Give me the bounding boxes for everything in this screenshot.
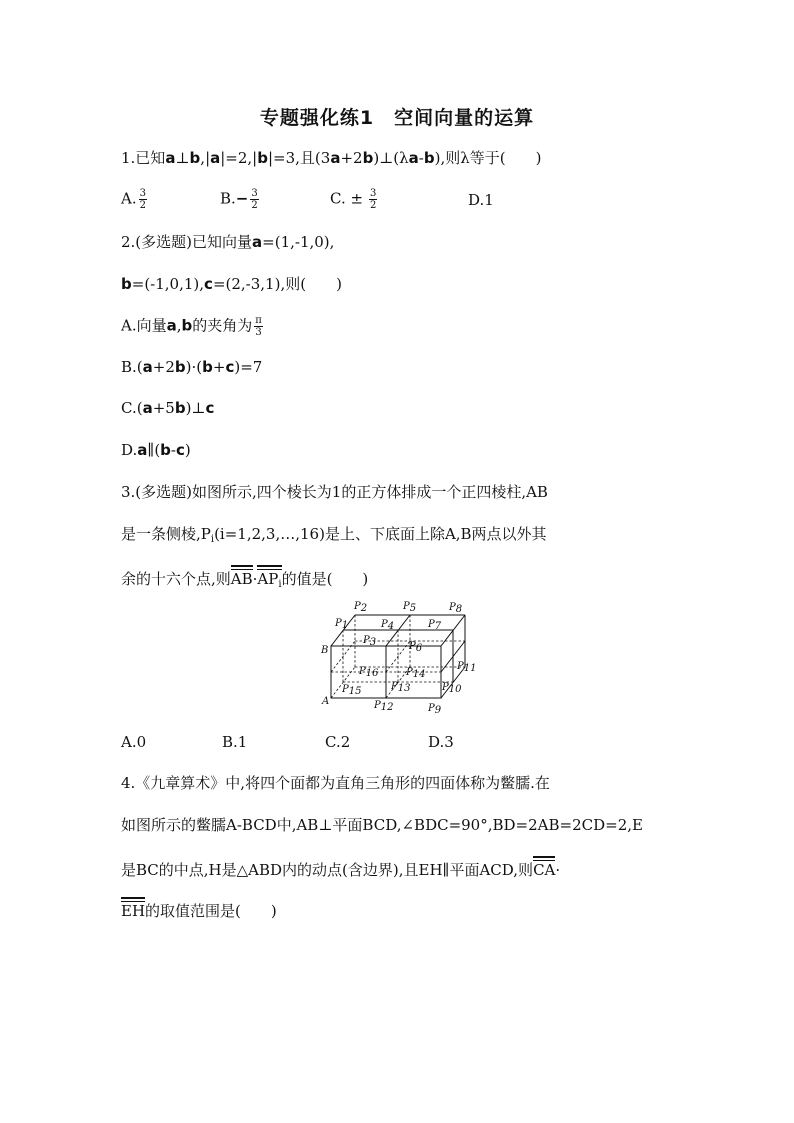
q1-option-d[interactable]: D.1: [468, 191, 494, 209]
question-3-stem-line3: 余的十六个点,则$AB\cdot AP_i$的值是( ): [121, 566, 368, 595]
question-1-stem: 1.已知a⊥b,|a|=2,|b|=3,且(3a+2b)⊥(λa-b),则λ等于( ): [121, 149, 542, 167]
label-a: A: [322, 696, 330, 707]
q3-option-b[interactable]: B.1: [222, 733, 248, 751]
label-b: B: [321, 645, 329, 656]
page-title: 专题强化练1 空间向量的运算: [259, 107, 535, 129]
q2-option-a[interactable]: A.向量a,b的夹角为 $\frac{\pi}{3}$: [121, 315, 262, 338]
label-p12: P12: [374, 700, 394, 713]
label-p1: P1: [335, 618, 349, 631]
q3-option-c[interactable]: C.2: [325, 733, 351, 751]
label-p5: P5: [403, 601, 417, 614]
label-p14: P14: [406, 667, 426, 680]
label-p16: P16: [359, 666, 379, 679]
question-4-stem-line1: 4.《九章算术》中,将四个面都为直角三角形的四面体称为鳖臑.在: [121, 774, 550, 792]
q2-option-d[interactable]: D.a∥(b-c): [121, 441, 191, 459]
label-p4: P4: [381, 619, 395, 632]
label-p9: P9: [428, 703, 442, 716]
question-3-stem-line1: 3.(多选题)如图所示,四个棱长为1的正方体排成一个正四棱柱,AB: [121, 483, 548, 501]
prism-figure: [318, 598, 478, 718]
label-p15: P15: [342, 684, 362, 697]
label-p7: P7: [428, 619, 442, 632]
label-p3: P3: [363, 635, 377, 648]
q2-option-b[interactable]: B.(a+2b)·(b+c)=7: [121, 358, 263, 376]
label-p10: P10: [442, 682, 462, 695]
question-4-stem-line4: EH的取值范围是( ): [121, 898, 277, 921]
vector-eh: EH: [121, 898, 145, 921]
label-p11: P11: [457, 661, 477, 674]
q2-option-c[interactable]: C.(a+5b)⊥c: [121, 399, 215, 417]
q1-option-a[interactable]: A. $\frac{3}{2}$: [121, 188, 146, 211]
label-p2: P2: [354, 601, 368, 614]
q3-option-a[interactable]: A.0: [121, 733, 147, 751]
question-2-stem-line2: b=(-1,0,1),c=(2,-3,1),则( ): [121, 275, 342, 293]
vector-ab: AB: [231, 566, 253, 589]
question-3-stem-line2: 是一条侧棱$,P_i(i=1,2,3,\dots,16)$是上、下底面上除A,B两点以外其: [121, 525, 547, 545]
q3-option-d[interactable]: D.3: [428, 733, 454, 751]
question-2-stem-line1: 2.(多选题)已知向量a=(1,-1,0),: [121, 233, 335, 251]
question-4-stem-line3: 是BC的中点,H是△ABD内的动点(含边界),且EH∥平面ACD,则CA·: [121, 857, 560, 880]
label-p6: P6: [409, 641, 423, 654]
vector-ca: CA: [533, 857, 555, 880]
q1-option-b[interactable]: B.− $\frac{3}{2}$: [220, 188, 258, 211]
label-p13: P13: [391, 681, 411, 694]
label-p8: P8: [449, 602, 463, 615]
question-4-stem-line2: 如图所示的鳖臑A-BCD中,AB⊥平面BCD,∠BDC=90°,BD=2AB=2CD=2,E: [121, 816, 643, 834]
q1-option-c[interactable]: C. ± $\frac{3}{2}$: [330, 188, 377, 211]
vector-ap-i: $AP_i$: [257, 566, 281, 595]
